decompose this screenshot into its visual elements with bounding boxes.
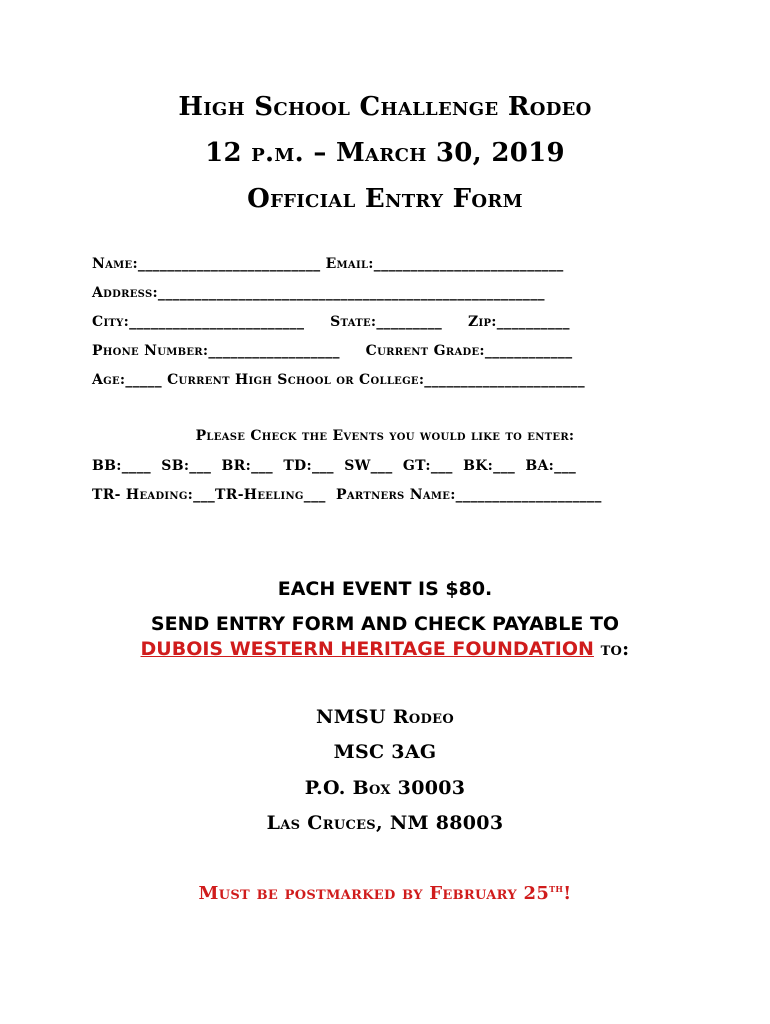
payee-line xyxy=(0,638,770,660)
mailing-address-line4: Las Cruces, NM 88003 xyxy=(266,812,504,834)
age-school-field[interactable]: Age:_____ Current High School or College:______________________ xyxy=(92,372,585,388)
name-email-field[interactable]: Name:_________________________ Email:__________________________ xyxy=(92,256,564,272)
address-field[interactable]: Address:_____________________________________________________ xyxy=(92,285,545,301)
team-roping-field[interactable]: TR- Heading:___TR-Heeling___ Partners Name:____________________ xyxy=(92,487,602,503)
event-date-time: 12 p.m. – March 30, 2019 xyxy=(205,138,565,168)
payee-name: DUBOIS WESTERN HERITAGE FOUNDATION xyxy=(140,638,594,660)
mailing-address-line3: P.O. Box 30003 xyxy=(304,777,466,799)
deadline-text: Must be postmarked by February 25 xyxy=(198,883,550,904)
events-heading: Please Check the Events you would like to enter: xyxy=(195,428,575,444)
payee-to: to: xyxy=(600,638,630,660)
postmark-deadline xyxy=(0,882,770,904)
phone-grade-field[interactable]: Phone Number:__________________ Current Grade:____________ xyxy=(92,343,573,359)
form-title: High School Challenge Rodeo xyxy=(178,92,592,122)
mailing-address-line2: MSC 3AG xyxy=(333,741,437,763)
deadline-end: ! xyxy=(563,883,572,904)
city-state-zip-field[interactable]: City:________________________ State:_________ Zip:__________ xyxy=(92,314,570,330)
form-subtitle: Official Entry Form xyxy=(247,184,523,214)
deadline-suffix: th xyxy=(549,882,564,895)
mailing-address-line1: NMSU Rodeo xyxy=(316,706,454,728)
payment-instruction: SEND ENTRY FORM AND CHECK PAYABLE TO xyxy=(150,613,620,635)
events-checklist[interactable]: BB:____ SB:___ BR:___ TD:___ SW___ GT:___ BK:___ BA:___ xyxy=(92,458,577,474)
event-fee: EACH EVENT IS $80. xyxy=(277,578,493,600)
